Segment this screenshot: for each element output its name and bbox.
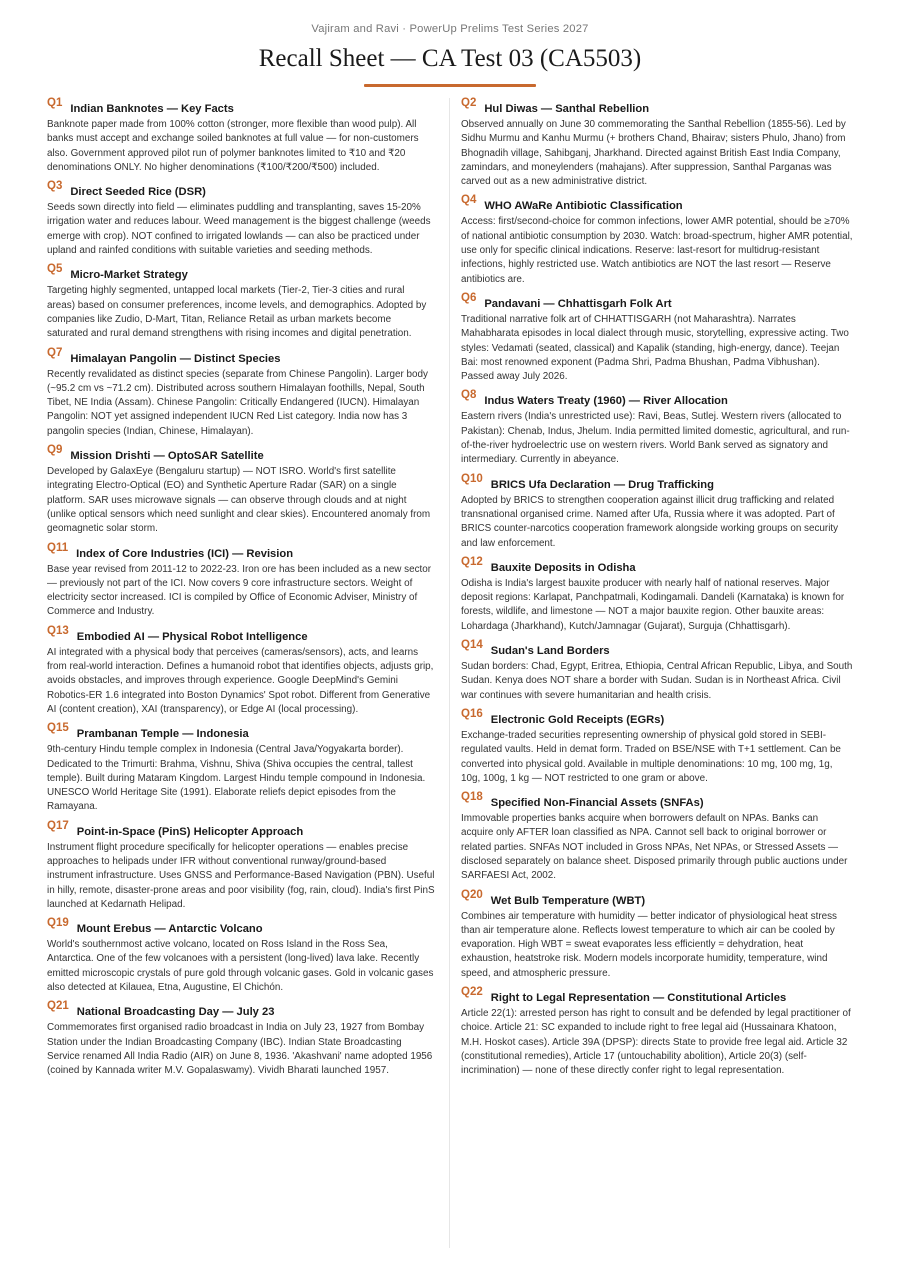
question-heading [461,986,853,1007]
question-title: Right to Legal Representation — Constitutional Articles [490,992,787,1005]
question-block [461,791,853,883]
question-number: Q1 [47,97,63,109]
question-number: Q15 [47,722,69,735]
question-body: 9th-century Hindu temple complex in Indonesia (Central Java/Yogyakarta border). Dedicated to the Trimurti: Brahma, Vishnu, Shiva (Shiva occupies the central, tallest temple). Built during Mataram Kingdom. Largest Hindu temple compound in Indonesia. UNESCO World Heritage Site (1991). Elaborate reliefs depict episodes from the Ramayana. [47,744,426,813]
question-number: Q4 [461,194,477,207]
question-body: Observed annually on June 30 commemorating the Santhal Rebellion (1855-56). Led by Sidhu Murmu and Kanhu Murmu (+ brothers Chand, Bhairav; sisters Phulo, Jhano) from Bhognadih village, Sahibganj, Jharkhand. Directed against British East India Company, zamindars, and moneylenders (mahajans). After suppression, Santhal Parganas was carved out as a new administrative district. [461,119,846,188]
question-heading [47,625,435,646]
question-title: BRICS Ufa Declaration — Drug Trafficking [490,478,714,491]
column-divider [449,98,450,1248]
question-number: Q3 [47,180,63,193]
question-number: Q22 [461,986,483,999]
question-body: Instrument flight procedure specifically for helicopter operations — enables precise approaches to helipads under IFR without conventional runway/ground-based instrument infrastructure. Uses GNSS and Performance-Based Navigation (PBN). Useful in hilly, remote, disaster-prone areas and poor visibility (fog, rain, cloud). India's first PinS launched at Kedarnath Helipad. [47,841,435,910]
question-heading [461,556,853,577]
question-body: World's southernmost active volcano, located on Ross Island in the Ross Sea, Antarctica. One of the few volcanoes with a persistent (long-lived) lava lake. Recently emitted microscopic crystals of pure gold through volcanic gases. Gold in volcanic gases also detected at Kilauea, Etna, Augustine, El Chichón. [47,939,434,994]
title-underline [364,84,536,87]
question-number: Q9 [47,444,63,457]
question-block [47,722,435,814]
question-number: Q8 [461,389,477,402]
page-subtitle: Vajiram and Ravi · PowerUp Prelims Test Series 2027 [311,23,589,35]
question-title: Indian Banknotes — Key Facts [70,103,234,115]
page-header [0,0,900,96]
question-block [47,444,435,536]
question-block [47,820,435,912]
question-body: Developed by GalaxEye (Bengaluru startup) — NOT ISRO. World's first satellite integrating Electro-Optical (EO) and Synthetic Aperture Radar (SAR) on a single platform. SAR uses microwave signals — can observe through clouds and at night (unlike optical sensors which need sunlight and clear skies). Encountered anomaly from geomagnetic solar storm. [47,466,431,535]
question-block [47,542,435,620]
question-block [461,556,853,634]
question-title: Direct Seeded Rice (DSR) [70,186,206,199]
question-title: Specified Non-Financial Assets (SNFAs) [490,797,704,810]
question-body: Banknote paper made from 100% cotton (stronger, more flexible than wood pulp). All banks must accept and exchange soiled banknotes at full value — for non-customers also. Government approved pilot run of polymer banknotes limited to ₹10 and ₹20 denominations ONLY. No higher denominations (₹100/₹200/₹500) included. [47,119,419,173]
question-block [461,97,853,189]
question-title: Micro-Market Strategy [70,269,188,282]
question-block [47,917,435,995]
question-title: Prambanan Temple — Indonesia [76,728,249,741]
question-title: Bauxite Deposits in Odisha [490,561,636,574]
question-title: Indus Waters Treaty (1960) — River Allocation [484,395,728,408]
question-block [461,986,853,1078]
question-title: Mission Drishti — OptoSAR Satellite [70,450,264,463]
question-block [461,639,853,703]
question-title: Index of Core Industries (ICI) — Revision [76,547,294,560]
question-block [47,1000,435,1078]
question-title: Embodied AI — Physical Robot Intelligence [76,630,308,643]
question-block [461,194,853,286]
question-body: Article 22(1): arrested person has right to consult and be defended by legal practitioner of choice. Article 21: SC expanded to include right to free legal aid (Hussainara Khatoon, M.H. Hoskot cases). Article 39A (DPSP): directs State to provide free legal aid. Article 32 (constitutional remedies), Article 17 (untouchability abolition), Article 20(3) (self-incrimination) — none of these directly confer right to legal representation. [461,1008,851,1077]
question-block [461,292,853,384]
question-heading [461,708,853,729]
question-heading [461,97,853,118]
question-number: Q18 [461,791,483,804]
question-title: Himalayan Pangolin — Distinct Species [70,352,281,365]
question-block [47,97,435,175]
question-title: Mount Erebus — Antarctic Volcano [76,923,263,936]
question-heading [461,889,853,910]
question-heading [47,263,435,284]
question-body: Eastern rivers (India's unrestricted use): Ravi, Beas, Sutlej. Western rivers (allocated to Pakistan): Chenab, Indus, Jhelum. India permitted limited domestic, agricultural, and run-of-the-river hydroelectric use on western rivers. World Bank served as signatory and intermediary. Currently in abeyance. [461,411,850,466]
question-block [47,625,435,717]
question-title: Hul Diwas — Santhal Rebellion [484,103,650,115]
question-title: WHO AWaRe Antibiotic Classification [484,200,683,213]
question-title: National Broadcasting Day — July 23 [76,1006,275,1019]
question-body: Odisha is India's largest bauxite producer with nearly half of national reserves. Major deposit regions: Karlapat, Panchpatmali, Kodingamali. Dandeli (Karnataka) is known for forests, wildlife, and limestone — NOT a major bauxite region. Other bauxite areas: Lohardaga (Jharkhand), Kutch/Jamnagar (Gujarat), Surguja (Chhattisgarh). [461,577,845,632]
question-heading [47,97,435,118]
question-number: Q11 [47,541,69,554]
question-number: Q7 [47,346,63,359]
question-heading [461,194,853,215]
question-body: Immovable properties banks acquire when borrowers default on NPAs. Banks can acquire only AFTER loan classified as NPA. Cannot sell back to original borrower or related parties. SNFAs NOT included in Gross NPAs, Net NPAs, or Stressed Assets — disclosed separately on balance sheet. Disposed primarily through public auctions under SARFAESI Act, 2002. [461,813,848,882]
question-body: Targeting highly segmented, untapped local markets (Tier-2, Tier-3 cities and rural areas) based on consumer preferences, income levels, and demographics. Adopted by companies like Zudio, D-Mart, Titan, Reliance Retail as urban markets become saturated and rural demand strengthens with rising incomes and digital penetration. [47,285,427,340]
question-block [47,263,435,341]
question-body: Adopted by BRICS to strengthen cooperation against illicit drug trafficking and related transnational organised crime. Named after Ufa, Russia where it was adopted. Part of BRICS counter-narcotics cooperation framework alongside working groups on security and law enforcement. [461,494,839,549]
question-number: Q2 [461,97,477,109]
question-block [461,708,853,786]
question-number: Q17 [47,819,69,832]
question-title: Wet Bulb Temperature (WBT) [490,894,646,907]
question-body: Exchange-traded securities representing ownership of physical gold stored in SEBI-regulated vaults. Held in demat form. Traded on BSE/NSE with T+1 settlement. Can be converted into physical gold. Available in multiple denominations: 10 mg, 100 mg, 1g, 10g, 100g, 1 kg — NOT restricted to one gram or above. [461,729,841,784]
question-title: Pandavani — Chhattisgarh Folk Art [484,297,672,310]
question-heading [47,722,435,743]
question-number: Q5 [47,263,63,276]
question-body: Sudan borders: Chad, Egypt, Eritrea, Ethiopia, Central African Republic, Libya, and South Sudan. Kenya does NOT share a border with Sudan. Sudan is in Northeast Africa. Civil war continues with severe humanitarian and health crisis. [461,661,853,701]
question-block [461,889,853,981]
question-block [47,347,435,439]
question-body: Seeds sown directly into field — eliminates puddling and transplanting, saves 15-20% irrigation water and reduces labour. Weed management is the biggest challenge (weeds emerge with crop). NOT confined to irrigated lowlands — can also be practiced under upland and rainfed conditions with suitable varieties and seeding methods. [47,202,431,257]
question-number: Q10 [461,472,483,485]
question-number: Q19 [47,917,69,930]
question-body: AI integrated with a physical body that perceives (cameras/sensors), acts, and learns from real-world interaction. Defines a humanoid robot that identifies objects, adjusts grip, avoids obstacles, and improves through experience. Google DeepMind's Gemini Robotics-ER 1.6 integrated into Boston Dynamics' Spot robot. Different from Generative AI (content creation), XAI (transparency), or Edge AI (local processing). [47,646,434,715]
question-heading [47,347,435,368]
question-title: Electronic Gold Receipts (EGRs) [490,713,665,726]
question-number: Q20 [461,888,483,901]
page-title: Recall Sheet — CA Test 03 (CA5503) [258,45,642,72]
question-title: Sudan's Land Borders [490,645,610,658]
question-heading [461,639,853,660]
question-heading [47,820,435,841]
question-number: Q21 [47,1000,69,1013]
question-heading [47,180,435,201]
question-number: Q12 [461,555,483,568]
question-number: Q6 [461,291,477,304]
question-heading [461,473,853,494]
question-heading [47,917,435,938]
question-heading [47,1000,435,1021]
question-body: Combines air temperature with humidity — better indicator of physiological heat stress than air temperature alone. Reflects lowest temperature to which air can be cooled by evaporation. High WBT = sweat evaporates less efficiently = dehydration, heat exhaustion, heatstroke risk. Modern models incorporate humidity, temperature, wind speed, and atmospheric pressure. [461,910,837,979]
question-body: Access: first/second-choice for common infections, lower AMR potential, should be ≥70% of national antibiotic consumption by 2030. Watch: broad-spectrum, higher AMR potential, use only for specific clinical indications. Reserve: last-resort for multidrug-resistant infections, highly restricted use. Watch antibiotics are NOT the last resort — Reserve antibiotics are. [461,216,853,285]
question-number: Q13 [47,624,69,637]
left-column [47,97,435,1084]
question-heading [461,791,853,812]
question-block [461,473,853,551]
question-block [47,180,435,258]
question-title: Point-in-Space (PinS) Helicopter Approach [76,825,304,838]
right-column [461,97,853,1084]
question-body: Commemorates first organised radio broadcast in India on July 23, 1927 from Bombay Station under the Indian Broadcasting Company (IBC). Indian State Broadcasting Service renamed All India Radio (AIR) on June 8, 1936. 'Akashvani' name adopted 1956 (coined by Kannada writer M.V. Gopalaswamy). Vividh Bharati launched 1957. [47,1022,433,1077]
question-body: Recently revalidated as distinct species (separate from Chinese Pangolin). Larger body (~95.2 cm vs ~71.2 cm). Distributed across southern Himalayan foothills, Nepal, South Tibet, NE India (Assam). Chinese Pangolin: Critically Endangered (IUCN). Himalayan Pangolin: NOT yet assigned independent IUCN Red List category. India now has 3 pangolin species (Indian, Chinese, Himalayan). [47,368,428,437]
question-heading [47,542,435,563]
question-heading [461,292,853,313]
question-body: Base year revised from 2011-12 to 2022-23. Iron ore has been included as a new sector — previously not part of the ICI. Now covers 9 core infrastructure sectors. Weight of electricity sector increased. ICI is compiled by Office of Economic Adviser, Ministry of Commerce and Industry. [47,563,432,618]
question-body: Traditional narrative folk art of CHHATTISGARH (not Maharashtra). Narrates Mahabharata episodes in local dialect through music, storytelling, expressive acting. Two styles: Vedamati (seated, classical) and Kapalik (standing, high-energy, dance). Teejan Bai: most renowned exponent (Padma Shri, Padma Bhushan, Padma Vibhushan). Passed away July 2026. [461,313,849,383]
question-heading [461,389,853,410]
question-block [461,389,853,467]
question-number: Q14 [461,639,483,652]
question-heading [47,444,435,465]
question-number: Q16 [461,707,483,720]
